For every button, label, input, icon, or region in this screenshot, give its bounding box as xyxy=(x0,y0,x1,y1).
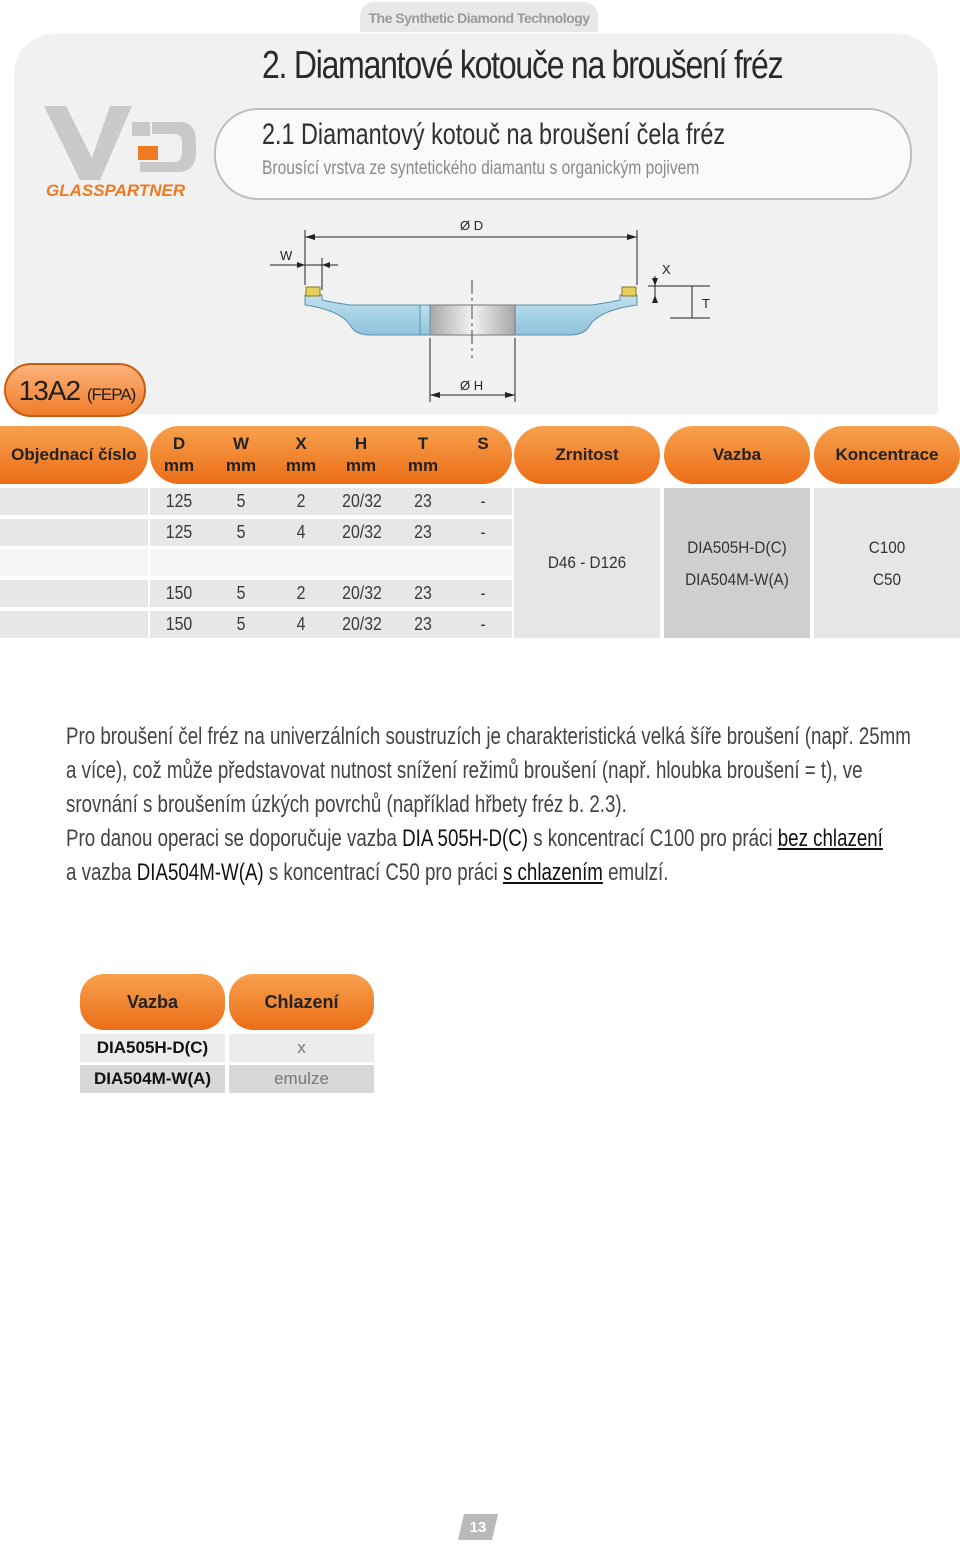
cell-x: 2 xyxy=(296,491,306,511)
cell-w: 5 xyxy=(236,491,246,511)
order-cell xyxy=(0,549,148,576)
cell-h: 20/32 xyxy=(342,583,382,603)
page-number xyxy=(458,1512,498,1542)
small-cell-cooling: emulze xyxy=(229,1065,374,1093)
cell-t: 23 xyxy=(414,491,432,511)
bond-highlight: DIA 505H-D(C) xyxy=(402,825,529,852)
underlined-term: s chlazením xyxy=(502,859,603,886)
small-table-row xyxy=(80,1065,374,1093)
col-header-t: T mm xyxy=(407,434,439,475)
cell-w: 5 xyxy=(236,583,246,603)
table-row-spacer xyxy=(150,549,512,576)
svg-text:W: W xyxy=(280,248,293,263)
svg-text:Ø H: Ø H xyxy=(460,378,484,393)
cell-t: 23 xyxy=(414,614,432,634)
small-cell-bond: DIA504M-W(A) xyxy=(80,1065,225,1093)
cell-s: - xyxy=(480,583,486,603)
cell-d: 125 xyxy=(165,491,193,511)
col-header-h: H mm xyxy=(345,434,377,475)
order-cell xyxy=(0,611,148,638)
small-cell-bond: DIA505H-D(C) xyxy=(80,1034,225,1062)
small-table-header-cooling: Chlazení xyxy=(229,974,374,1030)
cell-s: - xyxy=(480,614,486,634)
col-header-w: W mm xyxy=(225,434,257,475)
cell-d: 125 xyxy=(165,522,193,542)
small-cell-cooling: x xyxy=(229,1034,374,1062)
cell-t: 23 xyxy=(414,583,432,603)
svg-text:Ø D: Ø D xyxy=(460,218,484,233)
logo-text: GLASSPARTNER xyxy=(46,181,186,200)
small-table-row xyxy=(80,1034,374,1062)
svg-text:T: T xyxy=(702,296,710,311)
order-number-header: Objednací číslo xyxy=(0,426,148,484)
dimensions-header xyxy=(150,426,512,484)
col-header-d: D mm xyxy=(163,434,195,475)
small-table-header-bond: Vazba xyxy=(80,974,225,1030)
bond-cell: DIA505H-D(C) DIA504M-W(A) xyxy=(664,488,810,638)
table-row xyxy=(150,580,512,607)
col-header-s: S xyxy=(477,434,489,453)
table-row xyxy=(150,519,512,546)
cell-x: 4 xyxy=(296,614,306,634)
underlined-term: bez chlazení xyxy=(777,825,883,852)
table-row xyxy=(150,488,512,515)
section-title: 2.1 Diamantový kotouč na broušení čela fréz xyxy=(262,118,726,151)
cell-d: 150 xyxy=(165,583,193,603)
page-title: 2. Diamantové kotouče na broušení fréz xyxy=(262,44,783,87)
product-standard: (FEPA) xyxy=(86,385,136,404)
cell-t: 23 xyxy=(414,522,432,542)
wheel-diagram xyxy=(270,210,720,410)
concentration-header: Koncentrace xyxy=(814,426,960,484)
cell-x: 4 xyxy=(296,522,306,542)
bond-header: Vazba xyxy=(664,426,810,484)
table-row xyxy=(150,611,512,638)
cell-s: - xyxy=(480,491,486,511)
product-code: 13A2 xyxy=(18,375,81,406)
cell-d: 150 xyxy=(165,614,193,634)
bond-highlight: DIA504M-W(A) xyxy=(136,859,264,886)
order-cell xyxy=(0,519,148,546)
cell-w: 5 xyxy=(236,522,246,542)
concentration-cell: C100 C50 xyxy=(814,488,960,638)
col-header-x: X mm xyxy=(285,434,317,475)
order-cell xyxy=(0,580,148,607)
grain-header: Zrnitost xyxy=(514,426,660,484)
product-badge xyxy=(4,363,146,417)
section-description: Brousící vrstva ze syntetického diamantu s organickým pojivem xyxy=(262,158,700,179)
description-paragraph: Pro broušení čel fréz na univerzálních soustruzích je charakteristická velká šíře broušení (např. 25mm a více), což může představovat nutnost snížení režimů broušení (např. hloubka broušení = t), ve srovnání s broušením úzkých povrchů (například hřbety fréz b. 2.3). Pro danou operaci se doporučuje vazba DIA 505H-D(C) s koncentrací C100 pro práci bez chlazení a vazba DIA504M-W(A) s koncentrací C50 pro práci s chlazením emulzí. xyxy=(66,723,911,886)
cell-x: 2 xyxy=(296,583,306,603)
cell-h: 20/32 xyxy=(342,614,382,634)
grain-cell: D46 - D126 xyxy=(514,488,660,638)
svg-text:X: X xyxy=(662,262,671,277)
order-cell xyxy=(0,488,148,515)
cell-h: 20/32 xyxy=(342,522,382,542)
cell-h: 20/32 xyxy=(342,491,382,511)
svg-text:13: 13 xyxy=(469,1519,487,1536)
header-tab xyxy=(360,2,598,32)
cell-s: - xyxy=(480,522,486,542)
cell-w: 5 xyxy=(236,614,246,634)
header-tab-label: The Synthetic Diamond Technology xyxy=(368,10,590,26)
company-logo xyxy=(40,100,200,200)
